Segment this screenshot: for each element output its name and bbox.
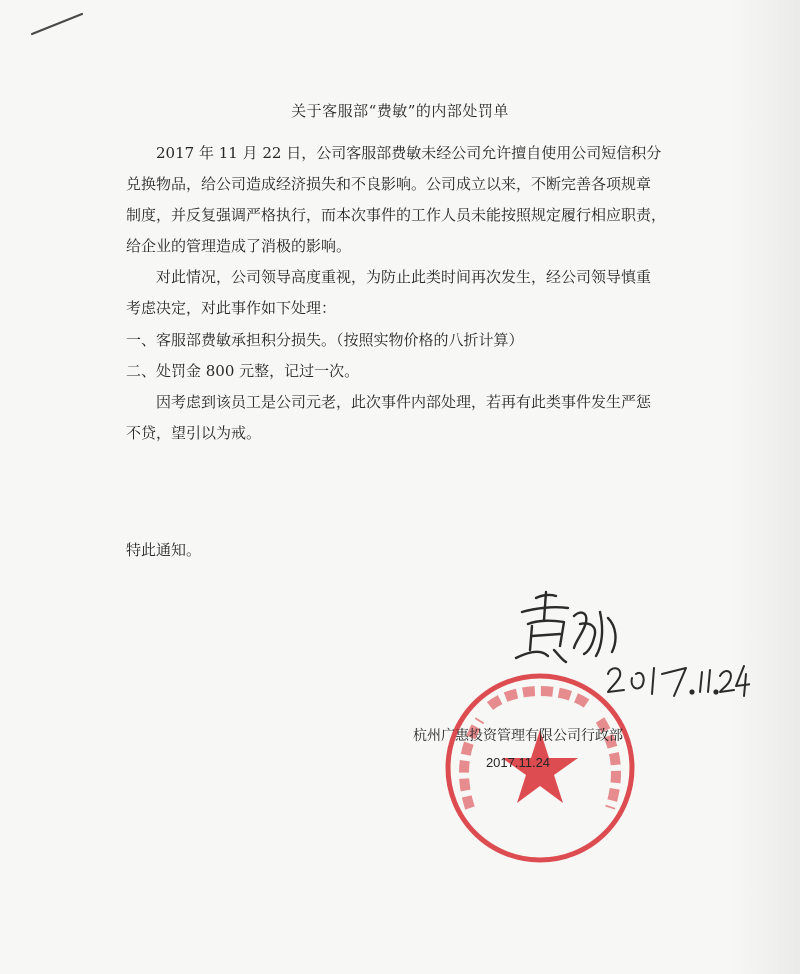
scan-pen-mark [28, 10, 88, 40]
issuing-department: 杭州广惠投资管理有限公司行政部 [413, 728, 623, 744]
penalty-item-1: 一、客服部费敏承担积分损失。（按照实物价格的八折计算） [126, 331, 524, 349]
body-line-10: 不贷，望引以为戒。 [126, 424, 262, 442]
body-line-4: 给企业的管理造成了消极的影响。 [126, 237, 352, 255]
body-line-9: 因考虑到该员工是公司元老，此次事件内部处理，若再有此类事件发生严惩 [156, 393, 652, 411]
body-line-5: 对此情况，公司领导高度重视，为防止此类时间再次发生，经公司领导慎重 [156, 268, 652, 286]
closing-notice: 特此通知。 [126, 541, 202, 559]
issue-date: 2017.11.24 [485, 755, 551, 770]
body-line-2: 兑换物品，给公司造成经济损失和不良影响。公司成立以来，不断完善各项规章 [126, 175, 652, 193]
body-line-6: 考虑决定，对此事作如下处理： [126, 299, 337, 317]
body-line-1: 2017 年 11 月 22 日，公司客服部费敏未经公司允许擅自使用公司短信积分 [156, 144, 662, 162]
penalty-item-2: 二、处罚金 800 元整，记过一次。 [126, 362, 360, 380]
body-line-3: 制度，并反复强调严格执行，而本次事件的工作人员未能按照规定履行相应职责， [126, 206, 667, 224]
document-title: 关于客服部“费敏”的内部处罚单 [291, 102, 509, 120]
scan-edge-shadow [730, 0, 800, 974]
